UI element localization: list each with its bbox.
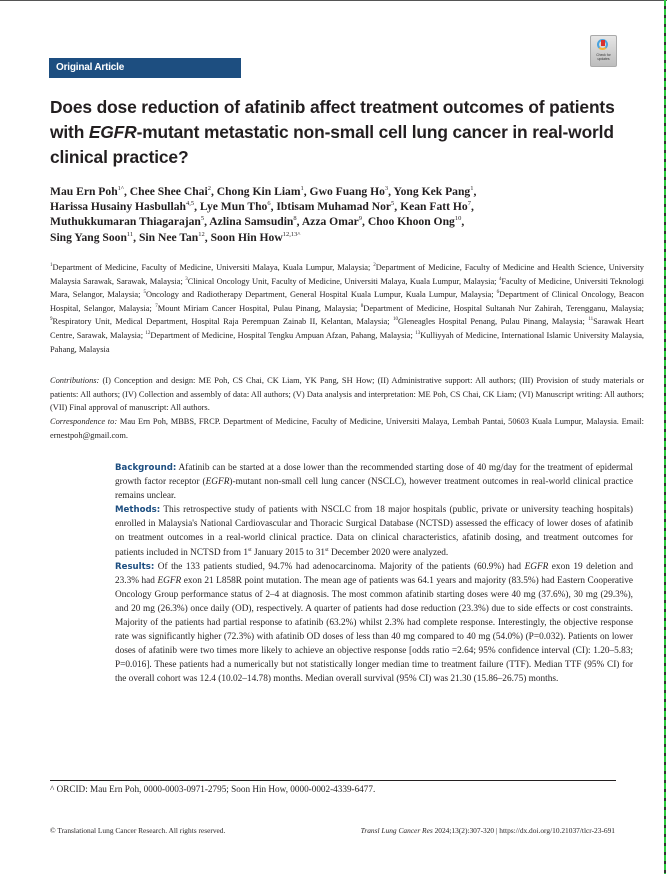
author-affiliation-sup: 4,5	[185, 200, 195, 208]
copyright: © Translational Lung Cancer Research. All rights reserved.	[50, 826, 226, 835]
author-affiliation-sup: 11	[126, 230, 134, 238]
author-name: Muthukkumaran Thiagarajan	[50, 215, 201, 229]
affiliation-text: Department of Medicine, Hospital Tengku Ampuan Afzan, Pahang, Malaysia;	[150, 330, 416, 340]
author-affiliation-sup: 2	[207, 185, 211, 193]
author-name: Soon Hin How	[210, 230, 283, 244]
affiliation-text: Department of Clinical Oncology, Beacon Hospital, Selangor, Malaysia;	[50, 290, 644, 313]
affiliations	[50, 261, 644, 356]
affiliation-number: 6	[496, 290, 500, 296]
affiliation-number: 1	[50, 263, 53, 269]
affiliation-text: Sarawak Heart Centre, Sarawak, Malaysia;	[50, 317, 644, 340]
author-affiliation-sup: 12,13^	[282, 230, 301, 238]
author-name: Chong Kin Liam	[216, 185, 301, 198]
journal-citation	[361, 826, 615, 836]
check-for-updates-badge[interactable]	[590, 35, 617, 67]
author-affiliation-sup: 7	[467, 200, 471, 208]
affiliation-number: 10	[392, 317, 398, 323]
page-right-edge	[664, 0, 666, 874]
abstract-methods	[115, 503, 633, 559]
methods-sup-1: st	[247, 546, 252, 553]
results-italic-1: EGFR	[524, 561, 549, 572]
badge-text: Check for updates	[596, 53, 611, 61]
affiliation-text: Oncology and Radiotherapy Department, General Hospital Kuala Lumpur, Kuala Lumpur, Malaysia;	[145, 290, 497, 300]
background-italic: EGFR	[205, 477, 230, 488]
journal-abbrev: Transl Lung Cancer Res	[360, 826, 433, 835]
author-affiliation-sup: 8	[293, 215, 297, 223]
page-top-border	[0, 0, 667, 1]
author-name: Sing Yang Soon	[50, 230, 127, 244]
author-name: Mau Ern Poh	[50, 185, 118, 198]
affiliation-text: Clinical Oncology Unit, Faculty of Medicine, Universiti Malaya, Kuala Lumpur, Malaysia;	[187, 276, 499, 286]
affiliation-number: 5	[143, 290, 146, 296]
author-affiliation-sup: 10	[454, 215, 462, 223]
affiliation-text: Faculty of Medicine, Universiti Teknologi Mara, Selangor, Malaysia;	[50, 276, 644, 300]
title-part-2: -mutant metastatic non-small cell lung cancer in real-world clinical practice?	[50, 122, 614, 167]
affiliation-text: Respiratory Unit, Medical Department, Hospital Raja Perempuan Zainab II, Kelantan, Malaysia;	[52, 317, 393, 327]
author-affiliation-sup: 5	[200, 215, 205, 223]
footnote-divider	[50, 780, 616, 781]
bookmark-icon	[601, 40, 605, 46]
author-name: Gwo Fuang Ho	[309, 185, 385, 198]
results-text-1: Of the 133 patients studied, 94.7% had adenocarcinoma. Majority of the patients (60.9%) had	[154, 561, 525, 572]
citation-text: 2024;13(2):307-320 | https://dx.doi.org/10.21037/tlcr-23-691	[432, 826, 615, 835]
orcid-footnote: ^ ORCID: Mau Ern Poh, 0000-0003-0971-2795; Soon Hin How, 0000-0002-4339-6477.	[50, 784, 376, 794]
methods-label: Methods:	[115, 505, 161, 516]
results-label: Results:	[115, 561, 155, 572]
author-affiliation-sup: 9	[358, 215, 363, 223]
author-name: Yong Kek Pang	[393, 185, 471, 198]
affiliation-text: Department of Medicine, Faculty of Medicine and Health Science, University Malaysia Sarawak, Sarawak, Malaysia;	[50, 263, 644, 286]
affiliation-number: 2	[373, 263, 376, 269]
title-italic: EGFR	[88, 122, 137, 142]
author-affiliation-sup: 3	[384, 185, 389, 193]
abstract-background	[115, 461, 633, 503]
affiliation-text: Kulliyyah of Medicine, International Islamic University Malaysia, Pahang, Malaysia	[50, 330, 645, 354]
author-affiliation-sup: 1^	[117, 185, 124, 193]
affiliation-text: Department of Medicine, Hospital Sultanah Nur Zahirah, Terengganu, Malaysia;	[363, 303, 645, 313]
author-affiliation-sup: 6	[267, 200, 271, 208]
affiliation-number: 11	[588, 317, 594, 323]
methods-sup-2: st	[325, 546, 329, 553]
contributions-label: Contributions:	[50, 376, 100, 385]
background-text-2: )-mutant non-small cell lung cancer (NSCLC), however treatment outcomes in real-world clinical practice remains unclear.	[115, 477, 633, 502]
results-italic-2: EGFR	[157, 575, 182, 586]
affiliation-text: Gleneagles Hospital Penang, Pulau Pinang, Malaysia;	[397, 317, 589, 327]
methods-text-1: This retrospective study of patients with NSCLC from 18 major hospitals (public, private or university teaching hospitals) enrolled in Malaysia's National Cardiovascular and Thoracic Surgical Database (NCTSD) assessed the efficacy of lower doses of afatinib on treatment outcomes in a real-world clinical practice. Data on clinical characteristics, afatinib dosing, and treatment outcomes for patients included in NCTSD from 1	[115, 505, 633, 558]
background-text-1: Afatinib can be started at a dose lower than the recommended starting dose of 40 mg/day for the treatment of epidermal growth factor receptor (	[115, 463, 633, 488]
abstract	[115, 461, 633, 687]
author-affiliation-sup: 12	[198, 230, 205, 238]
author-affiliation-sup: 1	[300, 185, 304, 193]
author-affiliation-sup: 5	[391, 200, 395, 208]
methods-text-3: December 2020 were analyzed.	[328, 547, 449, 558]
correspondence-label: Correspondence to:	[50, 417, 118, 426]
contributions	[50, 374, 644, 415]
affiliation-number: 9	[50, 317, 53, 323]
author-list: Mau Ern Poh$^{1\^{}}$, Chee Shee Chai$^2$, Chong Kin Liam$^1$, Gwo Fuang Ho$^3$, Yong Kek Pang$^1$, Harissa Husainy Hasbullah$^{4,5}$, Lye Mun Tho$^6$, Ibtisam Muhamad Nor$^5$, Kean Fatt Ho$^7$, Muthukkumaran Thiagarajan$^5$, Azlina Samsudin$^8$, Azza Omar$^9$, Choo Khoon Ong$^{10}$, Sing Yang Soon$^{11}$, Sin Nee Tan$^{12}$, Soon Hin How$^{12,13\^{}}$	[50, 185, 477, 244]
article-type-label: Original Article	[49, 58, 241, 78]
background-label: Background:	[115, 463, 177, 473]
results-text-2: exon 19 deletion and 23.3% had	[115, 561, 633, 586]
affiliation-number: 3	[185, 276, 188, 282]
author-name: Lye Mun Tho	[199, 200, 268, 214]
author-name: Azlina Samsudin	[209, 215, 294, 229]
abstract-results	[115, 560, 633, 687]
affiliation-number: 8	[360, 303, 364, 309]
author-affiliation-sup: 1	[470, 185, 474, 193]
author-name: Choo Khoon Ong	[367, 215, 455, 229]
author-name: Ibtisam Muhamad Nor	[276, 200, 392, 214]
author-name: Chee Shee Chai	[129, 185, 208, 198]
correspondence-text: Mau Ern Poh, MBBS, FRCP. Department of Medicine, Faculty of Medicine, Universiti Malaya, Lembah Pantai, 50603 Kuala Lumpur, Malaysia. Email: ernestpoh@gmail.com.	[50, 417, 644, 440]
title-part-1: Does dose reduction of afatinib affect treatment outcomes of patients with	[50, 97, 615, 142]
affiliation-text: Mount Miriam Cancer Hospital, Pulau Pinang, Malaysia;	[157, 303, 361, 313]
contributions-text: (I) Conception and design: ME Poh, CS Chai, CK Liam, YK Pang, SH How; (II) Administrative support: All authors; (III) Provision of study materials or patients: All authors; (IV) Collection and assembly of data: All authors; (V) Data analysis and interpretation: ME Poh, CS Chai, CK Liam; (VI) Manuscript writing: All authors; (VII) Final approval of manuscript: All authors.	[50, 376, 644, 413]
author-name: Sin Nee Tan	[138, 230, 199, 244]
author-name: Kean Fatt Ho	[400, 200, 468, 214]
correspondence	[50, 415, 644, 442]
affiliation-number: 7	[155, 303, 158, 309]
methods-text-2: January 2015 to 31	[251, 547, 325, 558]
affiliation-number: 12	[145, 331, 151, 337]
results-text-3: exon 21 L858R point mutation. The mean age of patients was 64.1 years and majority (83.5%) had Eastern Cooperative Oncology Group performance status of 2–4 at diagnosis. The most common afatinib starting doses were 40 mg (37.6%), 30 mg (29.3%), and 20 mg (26.3%) once daily (OD), respectively. A quarter of patients had dose reduction (23.3%) due to side effects or cost constraints. Majority of the patients had partial response to afatinib (63.2%) whilst 2.3% had complete response. Interestingly, the objective response rate was significantly higher (72.3%) with afatinib OD doses of less than 40 mg compared to 40 mg (54.0%) (P=0.032). Patients on lower doses of afatinib were two times more likely to achieve an objective response [odds ratio =2.64; 95% confidence interval (CI): 1.20–5.83; P=0.016]. These patients had a numerically but not statistically longer median time to treatment failure (TTF). Median TTF (95% CI) for the overall cohort was 12.4 (10.02–14.78) months. Median overall survival (95% CI) was 21.30 (15.86–26.75) months.	[115, 575, 633, 685]
affiliation-number: 4	[498, 276, 502, 282]
author-name: Harissa Husainy Hasbullah	[50, 200, 186, 214]
affiliation-text: Department of Medicine, Faculty of Medicine, Universiti Malaya, Kuala Lumpur, Malaysia;	[52, 263, 374, 272]
article-title	[50, 95, 630, 170]
author-name: Azza Omar	[301, 215, 359, 229]
affiliation-number: 13	[415, 331, 421, 337]
